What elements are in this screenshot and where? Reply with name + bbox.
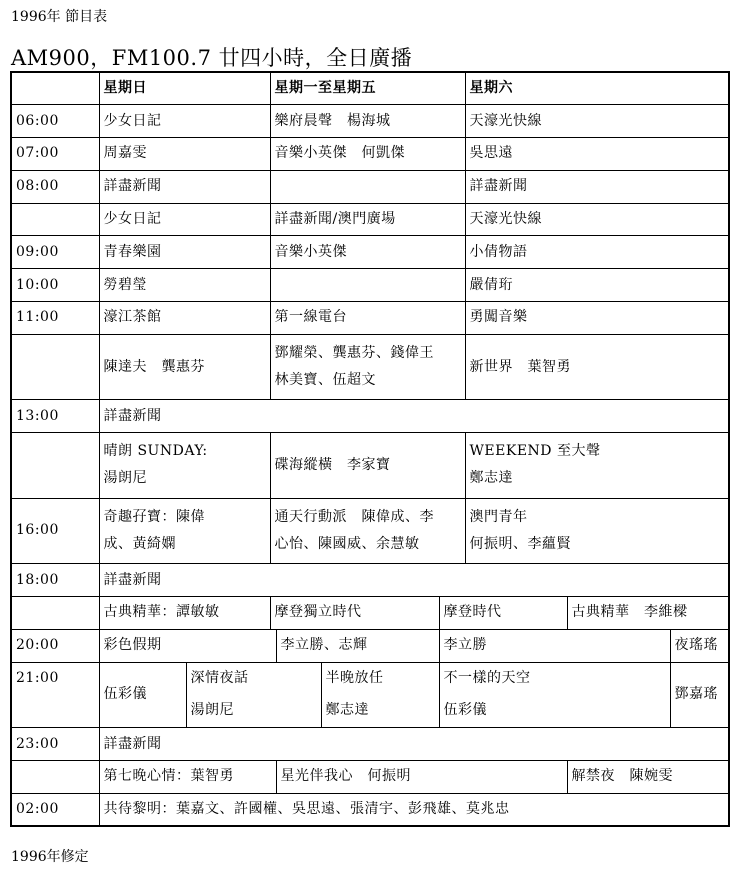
program-line: 湯朗尼 <box>103 470 147 487</box>
saturday-program: 天濠光快線 <box>465 105 729 138</box>
program-line: 何振明、李蘊賢 <box>469 535 572 552</box>
saturday-program: 新世界 葉智勇 <box>465 334 729 400</box>
saturday-program: 天濠光快線 <box>465 203 729 236</box>
time-cell: 23:00 <box>11 728 99 761</box>
program-line: 林美寶、伍超文 <box>274 372 376 389</box>
station-heading: AM900，FM100.7 廿四小時，全日廣播 <box>11 46 413 70</box>
program-cell: 湯朗尼 <box>186 695 321 728</box>
table-row <box>11 498 729 564</box>
program-cell: 摩登時代 <box>439 597 567 630</box>
table-row <box>11 662 729 695</box>
program-cell: 古典精華：譚敏敏 <box>99 597 270 630</box>
saturday-program <box>465 433 729 499</box>
time-cell <box>11 334 99 400</box>
program-line: 晴朗 SUNDAY: <box>103 443 208 460</box>
weekday-program <box>270 170 465 203</box>
saturday-program: 詳盡新聞 <box>465 170 729 203</box>
sunday-program: 青春樂園 <box>99 236 270 269</box>
saturday-program: 吳思遠 <box>465 138 729 171</box>
time-cell: 02:00 <box>11 793 99 826</box>
time-cell <box>11 203 99 236</box>
time-cell <box>11 695 99 728</box>
program-cell: 李立勝、志輝 <box>276 629 439 662</box>
time-cell: 06:00 <box>11 105 99 138</box>
table-row <box>11 236 729 269</box>
time-cell: 08:00 <box>11 170 99 203</box>
table-row <box>11 597 729 630</box>
program-cell: 鄭志達 <box>321 695 439 728</box>
table-row <box>11 170 729 203</box>
sunday-header: 星期日 <box>99 72 270 105</box>
program-line: 鄭志達 <box>469 470 514 487</box>
time-cell: 21:00 <box>11 662 99 695</box>
weekday-program <box>270 498 465 564</box>
program-cell: 伍彩儀 <box>439 695 670 728</box>
sunday-program <box>99 498 270 564</box>
table-header-row <box>11 72 729 105</box>
sunday-program: 濠江茶館 <box>99 301 270 334</box>
program-cell: 摩登獨立時代 <box>270 597 439 630</box>
document-title: 1996年 節目表 <box>11 9 108 25</box>
weekday-program: 音樂小英傑 何凱傑 <box>270 138 465 171</box>
table-row <box>11 269 729 302</box>
program-cell: 鄧嘉瑤 <box>670 662 729 728</box>
time-cell: 11:00 <box>11 301 99 334</box>
full-week-program: 共待黎明：葉嘉文、許國權、吳思遠、張清宇、彭飛雄、莫兆忠 <box>99 793 729 826</box>
full-week-program: 詳盡新聞 <box>99 728 729 761</box>
saturday-program: 嚴倩珩 <box>465 269 729 302</box>
weekday-program: 詳盡新聞/澳門廣場 <box>270 203 465 236</box>
program-cell: 彩色假期 <box>99 629 276 662</box>
weekday-program: 第一線電台 <box>270 301 465 334</box>
program-cell: 不一樣的天空 <box>439 662 670 695</box>
sunday-program: 勞碧瑩 <box>99 269 270 302</box>
table-row <box>11 138 729 171</box>
saturday-program: 勇闖音樂 <box>465 301 729 334</box>
program-cell: 伍彩儀 <box>99 662 186 728</box>
saturday-program: 小倩物語 <box>465 236 729 269</box>
weekday-program: 樂府晨聲 楊海城 <box>270 105 465 138</box>
time-cell: 07:00 <box>11 138 99 171</box>
revision-note: 1996年修定 <box>11 849 89 865</box>
program-cell: 夜瑤瑤 <box>670 629 729 662</box>
table-row <box>11 400 729 433</box>
sunday-program: 周嘉雯 <box>99 138 270 171</box>
table-row <box>11 433 729 499</box>
time-cell: 10:00 <box>11 269 99 302</box>
time-cell <box>11 433 99 499</box>
program-cell: 解禁夜 陳婉雯 <box>567 760 729 793</box>
program-line: 通天行動派 陳偉成、李 <box>274 508 434 525</box>
program-line: 心怡、陳國威、余慧敏 <box>274 535 420 552</box>
program-cell: 星光伴我心 何振明 <box>276 760 567 793</box>
time-header-cell <box>11 72 99 105</box>
weekday-program: 音樂小英傑 <box>270 236 465 269</box>
table-row <box>11 760 729 793</box>
program-schedule-table <box>10 71 730 827</box>
weekday-program: 碟海縱橫 李家寶 <box>270 433 465 499</box>
program-cell: 深情夜話 <box>186 662 321 695</box>
sunday-program: 詳盡新聞 <box>99 170 270 203</box>
program-cell: 半晚放任 <box>321 662 439 695</box>
saturday-program <box>465 498 729 564</box>
table-row <box>11 629 729 662</box>
sunday-program: 陳達夫 龔惠芬 <box>99 334 270 400</box>
program-cell: 李立勝 <box>439 629 670 662</box>
table-row <box>11 301 729 334</box>
time-cell: 20:00 <box>11 629 99 662</box>
program-line: 澳門青年 <box>469 508 528 525</box>
program-cell: 古典精華 李維樑 <box>567 597 729 630</box>
table-row <box>11 793 729 826</box>
table-row <box>11 334 729 400</box>
weekday-header: 星期一至星期五 <box>270 72 465 105</box>
sunday-program: 少女日記 <box>99 105 270 138</box>
time-cell: 16:00 <box>11 498 99 564</box>
program-line: 成、黃綺嫻 <box>103 535 176 552</box>
table-row <box>11 564 729 597</box>
time-cell <box>11 760 99 793</box>
table-row <box>11 728 729 761</box>
time-cell: 18:00 <box>11 564 99 597</box>
time-cell <box>11 597 99 630</box>
full-week-program: 詳盡新聞 <box>99 400 729 433</box>
program-cell: 第七晚心情：葉智勇 <box>99 760 276 793</box>
program-line: WEEKEND 至大聲 <box>469 443 601 460</box>
full-week-program: 詳盡新聞 <box>99 564 729 597</box>
weekday-program <box>270 269 465 302</box>
saturday-header: 星期六 <box>465 72 729 105</box>
sunday-program <box>99 433 270 499</box>
program-line: 鄧耀榮、龔惠芬、錢偉王 <box>274 345 434 362</box>
weekday-program <box>270 334 465 400</box>
time-cell: 13:00 <box>11 400 99 433</box>
time-cell: 09:00 <box>11 236 99 269</box>
table-row <box>11 105 729 138</box>
program-line: 奇趣孖寶：陳偉 <box>103 508 205 525</box>
sunday-program: 少女日記 <box>99 203 270 236</box>
table-row <box>11 203 729 236</box>
